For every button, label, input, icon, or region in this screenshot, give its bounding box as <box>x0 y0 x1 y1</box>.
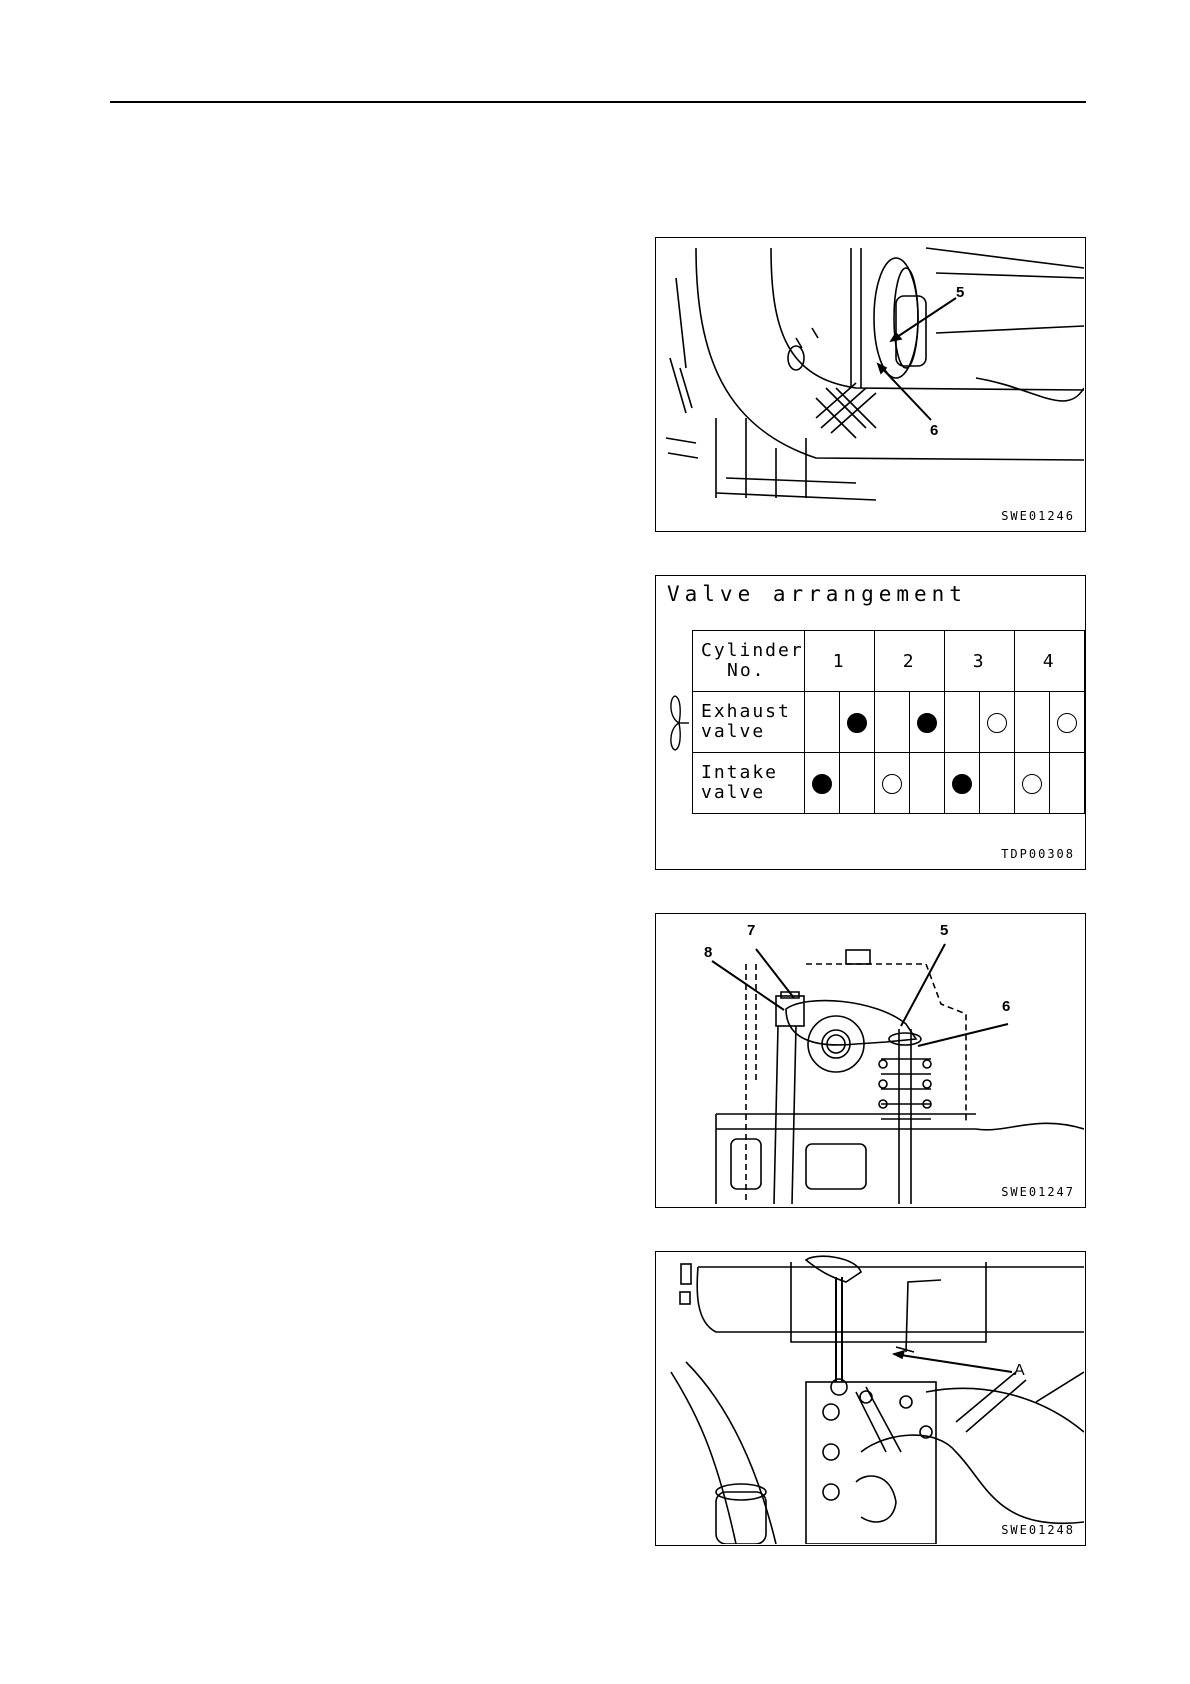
cylinder-2-label: 2 <box>874 631 944 692</box>
cylinder-4-label: 4 <box>1014 631 1084 692</box>
figure-swe01248 <box>655 1251 1086 1546</box>
valve-cell <box>1049 753 1084 814</box>
valve-arrangement-table <box>692 630 1085 814</box>
callout-a: A <box>1014 1362 1025 1379</box>
valve-cell <box>839 692 874 753</box>
callout-5: 5 <box>956 284 965 301</box>
filled-circle-icon <box>952 774 972 794</box>
callout-8: 8 <box>704 944 713 961</box>
figure-code: SWE01248 <box>1001 1523 1075 1537</box>
exhaust-valve-label: Exhaust valve <box>693 692 805 753</box>
filled-circle-icon <box>917 713 937 733</box>
callout-6: 6 <box>930 422 939 439</box>
header-rule <box>110 101 1086 103</box>
valve-cell <box>944 692 979 753</box>
valve-adjustment-illustration <box>656 1252 1084 1544</box>
valve-cell <box>839 753 874 814</box>
open-circle-icon <box>987 713 1007 733</box>
valve-cell <box>979 753 1014 814</box>
valve-cell <box>944 753 979 814</box>
valve-cell <box>1014 753 1049 814</box>
valve-cell <box>979 692 1014 753</box>
open-circle-icon <box>1022 774 1042 794</box>
callout-7: 7 <box>747 922 756 939</box>
open-circle-icon <box>882 774 902 794</box>
open-circle-icon <box>1057 713 1077 733</box>
valve-cell <box>804 692 839 753</box>
valve-arrangement-title: Valve arrangement <box>667 582 967 606</box>
callout-5: 5 <box>940 922 949 939</box>
figure-code: TDP00308 <box>1001 847 1075 861</box>
figure-tdp00308 <box>655 575 1086 870</box>
figure-swe01246 <box>655 237 1086 532</box>
rocker-arm-illustration <box>656 914 1084 1206</box>
table-header-row <box>693 631 1085 692</box>
figure-code: SWE01246 <box>1001 509 1075 523</box>
figure-swe01247 <box>655 913 1086 1208</box>
cylinder-no-label: Cylinder No. <box>693 631 805 692</box>
valve-cell <box>804 753 839 814</box>
valve-cell <box>874 753 909 814</box>
filled-circle-icon <box>847 713 867 733</box>
filled-circle-icon <box>812 774 832 794</box>
valve-cell <box>909 753 944 814</box>
callout-6: 6 <box>1002 998 1011 1015</box>
valve-cell <box>909 692 944 753</box>
engine-pulley-illustration <box>656 238 1084 530</box>
exhaust-valve-row <box>693 692 1085 753</box>
cylinder-3-label: 3 <box>944 631 1014 692</box>
valve-cell <box>1049 692 1084 753</box>
intake-valve-label: Intake valve <box>693 753 805 814</box>
fan-icon <box>669 693 689 753</box>
figure-code: SWE01247 <box>1001 1185 1075 1199</box>
intake-valve-row <box>693 753 1085 814</box>
valve-cell <box>1014 692 1049 753</box>
cylinder-1-label: 1 <box>804 631 874 692</box>
valve-cell <box>874 692 909 753</box>
